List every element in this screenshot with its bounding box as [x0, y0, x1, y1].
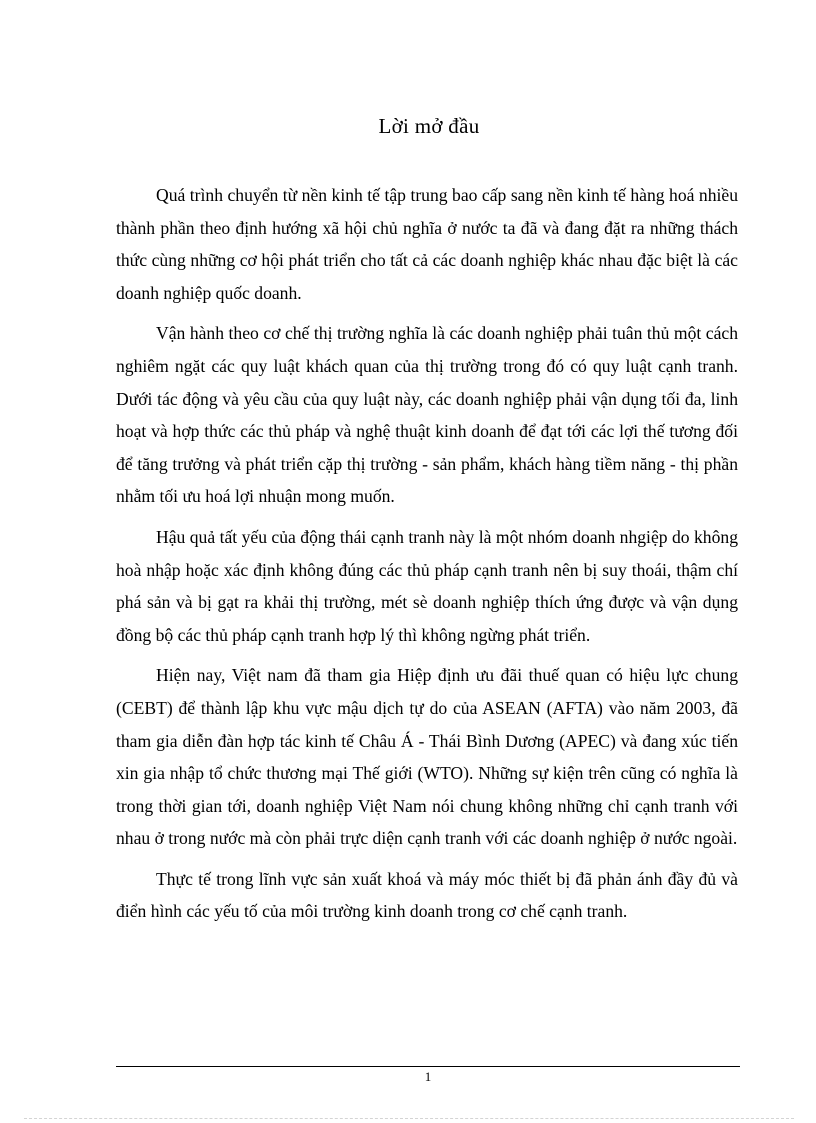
page-title: Lời mở đầu — [378, 114, 480, 138]
page-number: 1 — [424, 1069, 432, 1084]
paragraph-5: Thực tế trong lĩnh vực sản xuất khoá và máy móc thiết bị đã phản ánh đầy đủ và điển hình các yếu tố của môi trường kinh doanh trong cơ chế cạnh tranh. — [116, 868, 738, 922]
document-body — [116, 179, 738, 936]
paragraph-2: Vận hành theo cơ chế thị trường nghĩa là các doanh nghiệp phải tuân thủ một cách nghiêm ngặt các quy luật khách quan của thị trường trong đó có quy luật cạnh tranh. Dưới tác động và yêu cầu của quy luật này, các doanh nghiệp phải vận dụng tối đa, linh hoạt và hợp thức các thủ pháp và nghệ thuật kinh doanh để đạt tới các lợi thế tương đối để tăng trưởng và phát triển cặp thị trường - sản phẩm, khách hàng tiềm năng - thị phần nhằm tối ưu hoá lợi nhuận mong muốn. — [116, 323, 738, 507]
paragraph-3: Hậu quả tất yếu của động thái cạnh tranh này là một nhóm doanh nhgiệp do không hoà nhập hoặc xác định không đúng các thủ pháp cạnh tranh nên bị suy thoái, thậm chí phá sản và bị gạt ra khải thị trường, mét sè doanh nghiệp thích ứng được và vận dụng đồng bộ các thủ pháp cạnh tranh hợp lý thì không ngừng phát triển. — [116, 526, 738, 645]
page-bottom-edge — [24, 1118, 794, 1119]
paragraph-1: Quá trình chuyển từ nền kinh tế tập trung bao cấp sang nền kinh tế hàng hoá nhiều thành phần theo định hướng xã hội chủ nghĩa ở nước ta đã và đang đặt ra những thách thức cùng những cơ hội phát triển cho tất cả các doanh nghiệp khác nhau đặc biệt là các doanh nghiệp quốc doanh. — [116, 185, 738, 303]
footer-divider — [116, 1066, 740, 1067]
paragraph-4: Hiện nay, Việt nam đã tham gia Hiệp định ưu đãi thuế quan có hiệu lực chung (CEBT) để thành lập khu vực mậu dịch tự do của ASEAN (AFTA) vào năm 2003, đã tham gia diễn đàn hợp tác kinh tế Châu Á - Thái Bình Dương (APEC) và đang xúc tiến xin gia nhập tổ chức thương mại Thế giới (WTO). Những sự kiện trên cũng có nghĩa là trong thời gian tới, doanh nghiệp Việt Nam nói chung không những chỉ cạnh tranh với nhau ở trong nước mà còn phải trực diện cạnh tranh với các doanh nghiệp ở nước ngoài. — [116, 665, 738, 849]
